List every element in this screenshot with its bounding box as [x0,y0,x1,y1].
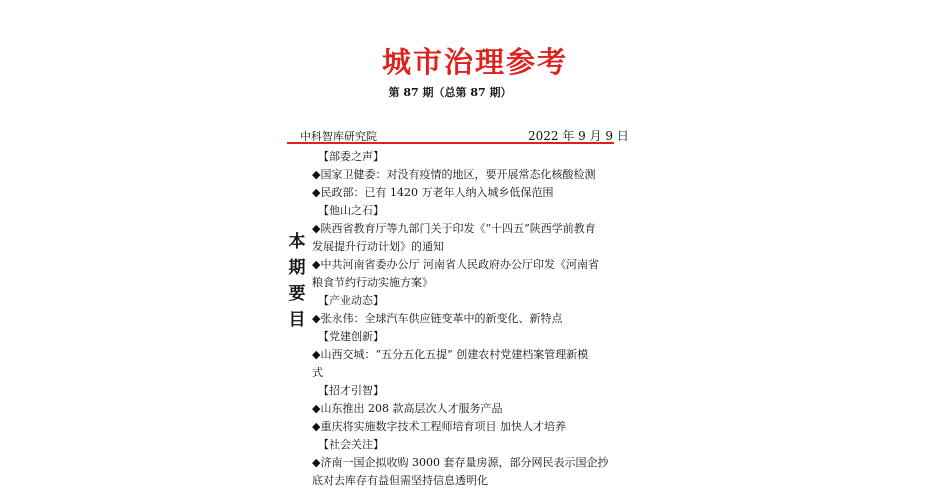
contents-label-char: 要 [288,284,306,304]
toc-item: ◆张永伟：全球汽车供应链变革中的新变化、新特点 [312,312,563,325]
organization-name: 中科智库研究院 [300,130,377,143]
toc-item: ◆陕西省教育厅等九部门关于印发《“十四五”陕西学前教育 [312,222,596,235]
table-of-contents [312,148,632,490]
toc-item-continued: 发展提升行动计划》的通知 [312,240,444,253]
toc-item: ◆中共河南省委办公厅 河南省人民政府办公厅印发《河南省 [312,258,599,271]
section-heading: 【社会关注】 [318,438,384,451]
section-heading: 【产业动态】 [318,294,384,307]
toc-item: ◆济南一国企拟收购 3000 套存量房源，部分网民表示国企抄 [312,456,609,469]
publication-date: 2022 年 9 月 9 日 [528,129,629,143]
section-heading: 【招才引智】 [318,384,384,397]
issue-number: 第 87 期（总第 87 期） [388,86,512,99]
toc-item: ◆山东推出 208 款高层次人才服务产品 [312,402,503,415]
publication-title: 城市治理参考 [381,45,568,79]
header-divider [287,142,614,144]
contents-label-char: 本 [288,232,306,252]
contents-label [287,229,307,333]
toc-item: ◆山西交城：“五分五化五提” 创建农村党建档案管理新模 [312,348,589,361]
section-heading: 【他山之石】 [318,204,384,217]
toc-item-continued: 底对去库存有益但需坚持信息透明化 [312,474,488,487]
contents-label-char: 期 [288,258,306,278]
toc-item: ◆重庆将实施数字技术工程师培育项目 加快人才培养 [312,420,566,433]
toc-item: ◆民政部：已有 1420 万老年人纳入城乡低保范围 [312,186,554,199]
section-heading: 【党建创新】 [318,330,384,343]
toc-item: ◆国家卫健委：对没有疫情的地区，要开展常态化核酸检测 [312,168,596,181]
contents-label-char: 目 [288,310,306,330]
section-heading: 【部委之声】 [318,150,384,163]
toc-item-continued: 粮食节约行动实施方案》 [312,276,433,289]
toc-item-continued: 式 [312,366,323,379]
